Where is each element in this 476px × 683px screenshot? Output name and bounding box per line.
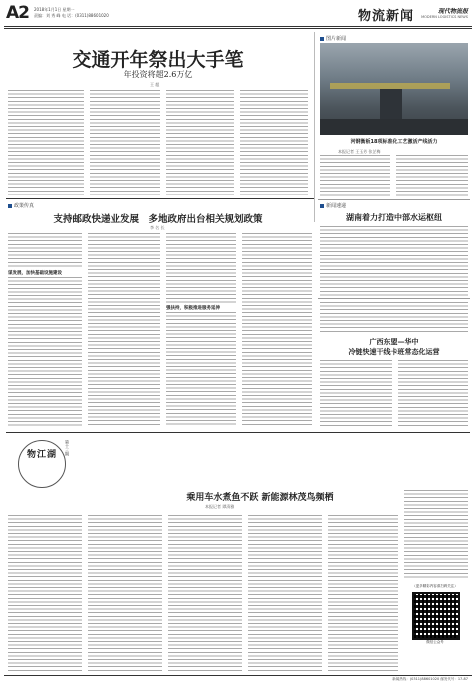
policy-byline: 李 名 长 bbox=[150, 225, 165, 230]
photo-news-tag-label: 图片新闻 bbox=[326, 36, 347, 42]
quick-news-text-2 bbox=[320, 302, 468, 332]
qr-label: 微信公众号 bbox=[426, 640, 444, 644]
guangxi-text-col-1 bbox=[320, 360, 392, 428]
lead-text-col-4 bbox=[240, 90, 308, 195]
policy-text-col-3a bbox=[166, 233, 236, 303]
photo-caption: 河钢衡板18项标准化工艺激活产线活力 bbox=[350, 139, 438, 145]
guangxi-headline-1: 广西东盟—华中 bbox=[369, 337, 419, 346]
column-text-col-4 bbox=[248, 515, 322, 673]
editor-line: 责编：刘 秀 峰 电 话：(0311)88601020 bbox=[34, 13, 109, 18]
footer-rule bbox=[4, 675, 472, 676]
policy-text-col-3b bbox=[166, 312, 236, 427]
photo-machine bbox=[380, 89, 402, 119]
policy-text-col-1b bbox=[8, 277, 82, 427]
policy-subhead-1: 谋发展，加快基础设施建设 bbox=[8, 271, 62, 276]
column-text-col-5 bbox=[328, 515, 398, 673]
newspaper-logo: 现代物流报 bbox=[437, 8, 468, 15]
qr-code-icon[interactable] bbox=[412, 592, 460, 640]
tag-square-icon bbox=[320, 37, 324, 41]
photo-byline: 本报记者 王玉芳 张芷梅 bbox=[338, 149, 381, 154]
column-divider bbox=[314, 32, 315, 222]
divider bbox=[6, 198, 314, 199]
lead-text-col-3 bbox=[166, 90, 234, 195]
lead-text-col-2 bbox=[90, 90, 160, 195]
page-number: A2 bbox=[6, 3, 29, 23]
lead-subhead: 年投资将超2.6万亿 bbox=[123, 70, 193, 79]
tag-square-icon bbox=[320, 204, 324, 208]
divider bbox=[6, 432, 470, 433]
photo-text-col-1 bbox=[320, 155, 390, 197]
newspaper-logo-sub: MODERN LOGISTICS NEWS bbox=[421, 15, 468, 19]
section-name: 物流新闻 bbox=[357, 9, 414, 24]
news-photo bbox=[320, 43, 468, 135]
guangxi-headline-2: 冷链快速干线卡班常态化运营 bbox=[348, 347, 440, 356]
photo-news-tag bbox=[320, 35, 346, 42]
photo-floor bbox=[320, 119, 468, 135]
lead-text-col-1 bbox=[8, 90, 84, 195]
photo-text-col-2 bbox=[396, 155, 468, 197]
divider bbox=[318, 199, 470, 200]
quick-news-headline: 湖南着力打造中部水运枢纽 bbox=[346, 212, 442, 222]
quick-news-tag-label: 新闻速递 bbox=[326, 203, 347, 209]
divider bbox=[318, 298, 470, 299]
column-issue: 第十三期 bbox=[65, 440, 70, 456]
masthead-rule bbox=[4, 26, 472, 27]
footer-text: 新闻热线：(0311)88601020 邮发代号：17-87 bbox=[392, 677, 468, 681]
qr-caption: （更多精彩内容请扫码关注） bbox=[412, 584, 458, 588]
column-text-col-2 bbox=[88, 515, 162, 673]
quick-news-tag bbox=[320, 202, 346, 209]
policy-tag-label: 政策传真 bbox=[14, 203, 35, 209]
column-byline: 本报记者 谭清雅 bbox=[205, 504, 235, 509]
column-text-col-1 bbox=[8, 515, 82, 673]
column-headline: 乘用车水煮鱼不跃 新能源林茂鸟频栖 bbox=[186, 493, 334, 503]
policy-text-col-4 bbox=[242, 233, 312, 427]
issue-date: 2018年1月1日 星期一 bbox=[34, 7, 75, 12]
column-text-col-3 bbox=[168, 515, 242, 673]
tag-square-icon bbox=[8, 204, 12, 208]
guangxi-text-col-2 bbox=[398, 360, 468, 428]
masthead-rule-thin bbox=[4, 28, 472, 29]
policy-text-col-2 bbox=[88, 233, 160, 427]
lead-headline: 交通开年祭出大手笔 bbox=[72, 49, 244, 71]
policy-subhead-2: 强扶持，积极推进服务延伸 bbox=[166, 306, 220, 311]
lead-byline: 王 超 bbox=[150, 82, 160, 87]
column-text-col-6 bbox=[404, 490, 468, 580]
quick-news-text bbox=[320, 226, 468, 296]
column-logo-ring bbox=[18, 440, 66, 488]
policy-headline: 支持邮政快递业发展 多地政府出台相关规划政策 bbox=[53, 214, 263, 225]
policy-text-col-1a bbox=[8, 233, 82, 268]
column-logo: 物江湖 bbox=[26, 450, 57, 460]
policy-tag bbox=[8, 202, 34, 209]
